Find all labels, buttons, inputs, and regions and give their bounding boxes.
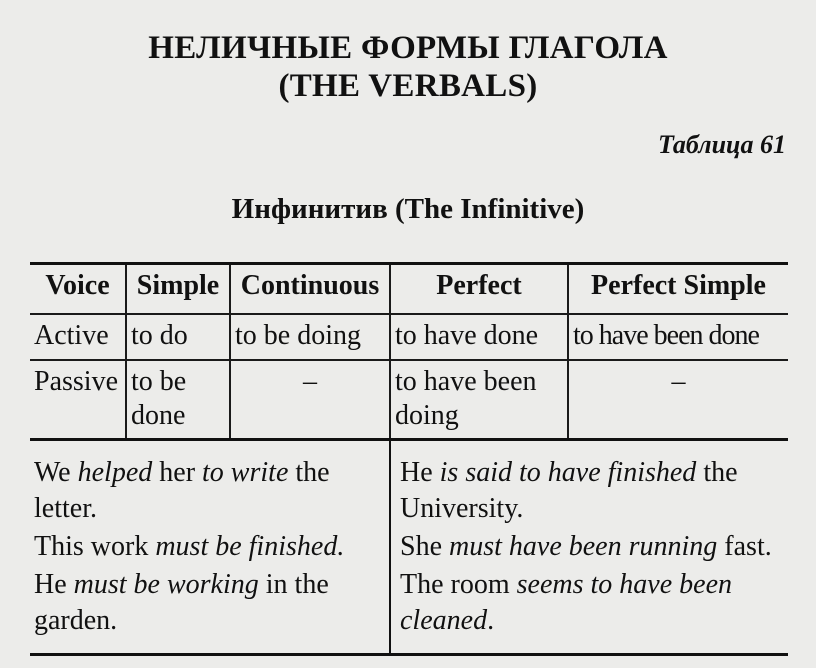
table-number: Таблица 61 [657, 130, 786, 159]
verbal-form-italic: seems to have been cleaned [400, 569, 732, 636]
example-sentence [400, 529, 790, 565]
table-row-passive [30, 360, 788, 440]
examples-block [30, 438, 788, 656]
sentence-text: He [400, 457, 440, 488]
header-voice: Voice [30, 264, 126, 315]
page-title-line-1: НЕЛИЧНЫЕ ФОРМЫ ГЛАГОЛА [148, 30, 668, 66]
example-sentence [34, 529, 384, 565]
header-perfect: Perfect [390, 264, 568, 315]
examples-left-column [34, 455, 384, 641]
cell-continuous: to be doing [230, 314, 390, 360]
sentence-text: . [487, 605, 495, 636]
sentence-text: He [34, 569, 74, 600]
verbal-form-italic: helped [77, 457, 153, 488]
column-divider [389, 441, 391, 653]
header-simple: Simple [126, 264, 230, 315]
sentence-text: in the garden. [34, 569, 329, 636]
sentence-text: This work [34, 531, 156, 562]
header-perfect-simple: Perfect Simple [568, 264, 788, 315]
sentence-text: the University. [400, 457, 738, 524]
cell-perfect: to have been doing [390, 360, 568, 440]
verbal-form-italic: must be working [73, 569, 259, 600]
sentence-text: fast. [717, 531, 772, 562]
verbal-form-italic: must be finished. [155, 531, 345, 562]
sentence-text: the letter. [34, 457, 330, 524]
cell-continuous: – [230, 360, 390, 440]
cell-voice: Passive [30, 360, 126, 440]
table-header-row [30, 264, 788, 315]
verbal-form-italic: must have been running [449, 531, 718, 562]
sentence-text: The room [400, 569, 517, 600]
cell-simple: to be done [126, 360, 230, 440]
page-title-line-2: (THE VERBALS) [278, 68, 538, 104]
cell-perfect: to have done [390, 314, 568, 360]
sentence-text: She [400, 531, 449, 562]
example-sentence [34, 455, 384, 527]
verbal-form-italic: is said to have finished [439, 457, 697, 488]
examples-right-column [400, 455, 790, 641]
cell-perfect-simple: to have been done [568, 314, 788, 360]
section-subtitle: Инфинитив (The Infinitive) [231, 193, 585, 225]
sentence-text: her [152, 457, 203, 488]
infinitive-forms-table [30, 262, 788, 441]
verbal-form-italic: to write [202, 457, 289, 488]
example-sentence [400, 567, 790, 639]
cell-voice: Active [30, 314, 126, 360]
example-sentence [34, 567, 384, 639]
table-row-active [30, 314, 788, 360]
cell-perfect-simple: – [568, 360, 788, 440]
cell-simple: to do [126, 314, 230, 360]
example-sentence [400, 455, 790, 527]
sentence-text: We [34, 457, 78, 488]
header-continuous: Continuous [230, 264, 390, 315]
